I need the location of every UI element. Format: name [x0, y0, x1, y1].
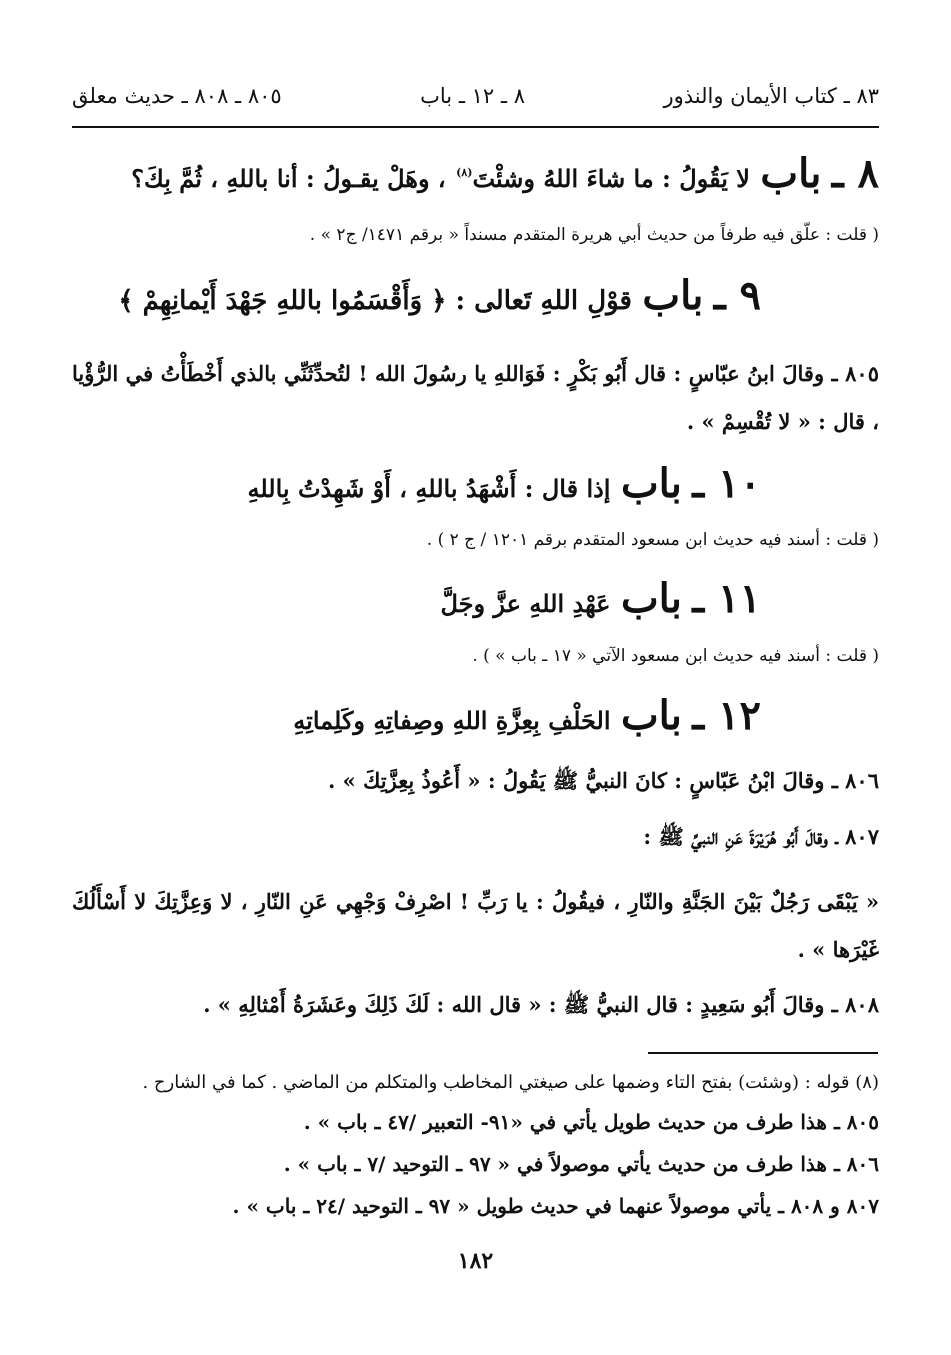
- footnote-marker: (٨): [456, 166, 473, 179]
- chapter-word: باب: [760, 150, 822, 197]
- hadith-807-text: « يَبْقَى رَجُلٌ بَيْنَ الجَنَّةِ والنّارِ ، فيقُولُ : يا رَبِّ ! اصْرِفْ وَجْهِي عَنِ النّارِ ، لا وَعِزَّتِكَ لا أَسْأَلُكَ غَيْرَها » .: [72, 889, 879, 962]
- chapter-heading-11: [72, 575, 761, 622]
- chapter-heading-10: [72, 460, 761, 507]
- footnote-807-808: ٨٠٧ و ٨٠٨ ـ يأتي موصولاً عنهما في حديث طويل « ٩٧ ـ التوحيد /٢٤ ـ باب » .: [232, 1194, 879, 1218]
- chapter-number: ١٢ ـ: [692, 692, 761, 739]
- editor-note-10: ( قلت : أسند فيه حديث ابن مسعود المتقدم برقم ١٢٠١ / ج ٢ ) .: [426, 530, 879, 550]
- chapter-title: لا يَقُولُ : ما شاءَ اللهُ وشئْتَ: [472, 164, 750, 193]
- chapter-number: ٩ ـ: [713, 272, 761, 319]
- footnote-8: (٨) قوله : (وشئت) بفتح التاء وضمها على صيغتي المخاطب والمتكلم من الماضي . كما في الشارح .: [142, 1072, 879, 1093]
- footnote-806: ٨٠٦ ـ هذا طرف من حديث يأتي موصولاً في « ٩٧ ـ التوحيد /٧ ـ باب » .: [283, 1152, 879, 1176]
- editor-note-8: ( قلت : علّق فيه طرفاً من حديث أبي هريرة المتقدم مسنداً « برقم ١٤٧١/ ج٢ » .: [309, 225, 879, 245]
- chapter-number: ١١ ـ: [692, 575, 761, 622]
- hadith-806: ٨٠٦ ـ وقالَ ابْنُ عَبّاسٍ : كانَ النبيُّ ﷺ يَقُولُ : « أَعُوذُ بِعِزَّتِكَ » .: [328, 768, 879, 793]
- chapter-title: الحَلْفِ بِعِزَّةِ اللهِ وصِفاتِهِ وكَلِماتِهِ: [293, 706, 611, 735]
- chapter-number: ٨ ـ: [831, 150, 879, 197]
- chapter-heading-9: [72, 272, 761, 319]
- running-header: [72, 78, 879, 114]
- chapter-title: قوْلِ اللهِ تَعالى : ﴿ وَأَقْسَمُوا باللهِ جَهْدَ أَيْمانِهِمْ ﴾: [118, 286, 632, 316]
- chapter-heading-12: [72, 692, 761, 739]
- header-hadith-range: ٨٠٥ ـ ٨٠٨ ـ حديث معلق: [72, 84, 282, 108]
- chapter-word: باب: [620, 692, 682, 739]
- footnote-rule: [648, 1052, 878, 1054]
- chapter-title: إذا قال : أَشْهَدُ باللهِ ، أَوْ شَهِدْتُ بِاللهِ: [247, 474, 611, 503]
- hadith-805: ٨٠٥ ـ وقالَ ابنُ عبّاسٍ : قال أَبُو بَكْرٍ : فَوَاللهِ يا رسُولَ الله ! لتُحدِّثَنِّي بالذي أَخْطَأْتُ في الرُّؤْيا ، قال : « لا تُقْسِمْ » .: [72, 361, 879, 434]
- hadith-807: ٨٠٧ ـ وقالَ أَبُو هُرَيْرَةَ عَنِ النبيِّ ﷺ :: [643, 824, 879, 849]
- chapter-number: ١٠ ـ: [692, 460, 761, 507]
- chapter-word: باب: [620, 460, 682, 507]
- chapter-title-rest: ، وهَلْ يقـولُ : أنا باللهِ ، ثُمَّ بِكَ؟: [131, 164, 446, 193]
- chapter-title: عَهْدِ اللهِ عزَّ وجَلَّ: [440, 589, 611, 618]
- header-chapter-range: ٨ ـ ١٢ ـ باب: [420, 84, 526, 108]
- chapter-word: باب: [620, 575, 682, 622]
- header-book-title: ٨٣ ـ كتاب الأيمان والنذور: [663, 84, 879, 108]
- header-rule: [72, 126, 879, 128]
- hadith-808: ٨٠٨ ـ وقالَ أَبُو سَعِيدٍ : قال النبيُّ ﷺ : « قال الله : لَكَ ذَلِكَ وعَشَرَةُ أَمْثالِهِ » .: [203, 992, 879, 1017]
- page-number: ١٨٢: [457, 1248, 494, 1274]
- editor-note-11: ( قلت : أسند فيه حديث ابن مسعود الآتي « ١٧ ـ باب » ) .: [472, 646, 879, 666]
- chapter-heading-8: [72, 150, 879, 197]
- chapter-word: باب: [642, 272, 704, 319]
- footnote-805: ٨٠٥ ـ هذا طرف من حديث طويل يأتي في «٩١- التعبير /٤٧ ـ باب » .: [303, 1110, 879, 1134]
